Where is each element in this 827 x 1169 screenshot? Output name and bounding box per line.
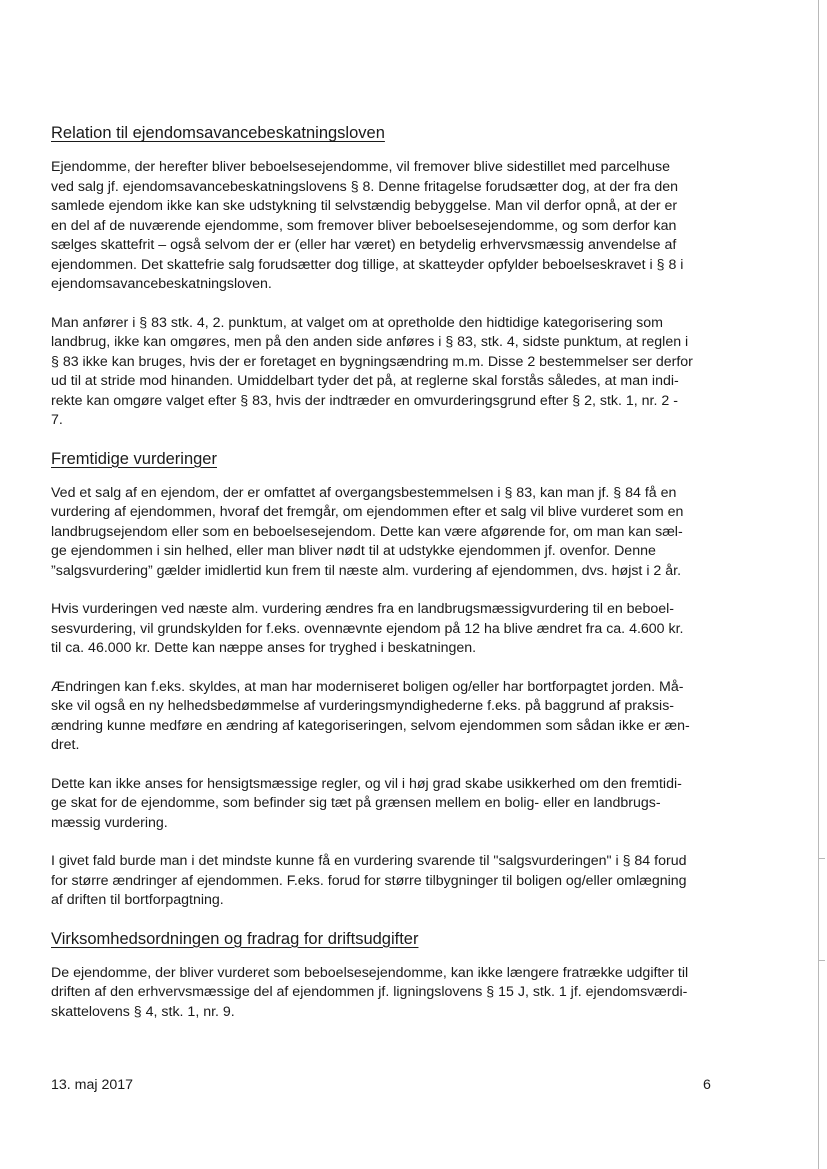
paragraph	[51, 600, 741, 659]
text-line: ”salgsvurdering” gælder imidlertid kun frem til næste alm. vurdering af ejendommen, dvs. højst i 2 år.	[51, 562, 682, 579]
text-line: I givet fald burde man i det mindste kunne få en vurdering svarende til "salgsvurderingen" i § 84 forud	[51, 853, 687, 869]
text-line: De ejendomme, der bliver vurderet som beboelsesejendomme, kan ikke længere fratrække udgifter til	[51, 964, 689, 981]
text-line: ved salg jf. ejendomsavancebeskatningslovens § 8. Denne fritagelse forudsætter dog, at der fra den	[51, 178, 678, 195]
text-line: Hvis vurderingen ved næste alm. vurdering ændres fra en landbrugsmæssigvurdering til en beboel-	[51, 601, 674, 617]
text-line: driften af den erhvervsmæssige del af ejendommen jf. ligningslovens § 15 J, stk. 1 jf. ejendomsværdi-	[51, 984, 688, 1000]
text-line: for større ændringer af ejendommen. F.eks. forud for større tilbygninger til boligen og/eller omlægning	[51, 872, 687, 889]
text-line: ske vil også en ny helhedsbedømmelse af vurderingsmyndighederne f.eks. på baggrund af praksis-	[51, 698, 675, 714]
text-line: ejendomsavancebeskatningsloven.	[51, 276, 272, 292]
text-line: Ejendomme, der herefter bliver beboelsesejendomme, vil fremover blive sidestillet med parcelhuse	[51, 159, 671, 175]
document-body	[51, 122, 741, 1022]
footer-date: 13. maj 2017	[51, 1077, 134, 1093]
text-line: § 83 ikke kan bruges, hvis der er foretaget en bygningsændring m.m. Disse 2 bestemmelser ser derfor	[51, 353, 693, 370]
text-line: en del af de nuværende ejendomme, som fremover bliver beboelsesejendomme, og som derfor kan	[51, 217, 677, 234]
text-line: Dette kan ikke anses for hensigtsmæssige regler, og vil i høj grad skabe usikkerhed om den fremtidi-	[51, 775, 682, 792]
paragraph	[51, 964, 741, 1023]
paragraph	[51, 158, 741, 295]
paragraph	[51, 678, 741, 756]
text-line: mæssig vurdering.	[51, 814, 168, 831]
text-line: landbrug, ikke kan omgøres, men på den anden side anføres i § 83, stk. 4, sidste punktum, at reglen i	[51, 334, 689, 350]
text-line: 7.	[51, 412, 63, 428]
text-line: vurdering af ejendommen, hvoraf det fremgår, om ejendommen efter et salg vil blive vurderet som en	[51, 504, 684, 520]
text-line: til ca. 46.000 kr. Dette kan næppe anses for tryghed i beskatningen.	[51, 640, 477, 656]
text-line: skattelovens § 4, stk. 1, nr. 9.	[51, 1003, 235, 1020]
text-line: rekte kan omgøre valget efter § 83, hvis der indtræder en omvurderingsgrund efter § 2, stk. 1, nr. 2 -	[51, 392, 678, 409]
scan-edge-tick	[818, 858, 825, 859]
text-line: ud til at stride mod hinanden. Umiddelbart tyder det på, at reglerne skal forstås således, at man indi-	[51, 373, 679, 389]
page-number: 6	[703, 1077, 711, 1093]
text-line: Ved et salg af en ejendom, der er omfattet af overgangsbestemmelsen i § 83, kan man jf. § 84 få en	[51, 484, 677, 501]
section-heading: Relation til ejendomsavancebeskatningsloven	[51, 124, 385, 142]
text-line: Man anfører i § 83 stk. 4, 2. punktum, at valget om at opretholde den hidtidige kategorisering som	[51, 314, 663, 331]
text-line: ge skat for de ejendomme, som befinder sig tæt på grænsen mellem en bolig- eller en landbrugs-	[51, 795, 661, 811]
text-line: Ændringen kan f.eks. skyldes, at man har moderniseret boligen og/eller har bortforpagtet jorden. Må-	[51, 678, 684, 695]
paragraph	[51, 852, 741, 911]
text-line: ejendommen. Det skattefrie salg forudsætter dog tillige, at skatteyder opfylder beboelseskravet i § 8 i	[51, 256, 684, 273]
text-line: samlede ejendom ikke kan ske udstykning til selvstændig bebyggelse. Man vil derfor opnå, at der er	[51, 198, 678, 214]
text-line: ge ejendommen i sin helhed, eller man bliver nødt til at udstykke ejendommen jf. ovenfor. Denne	[51, 543, 656, 559]
text-line: af driften til bortforpagtning.	[51, 892, 224, 908]
paragraph	[51, 775, 741, 834]
text-line: landbrugsejendom eller som en beboelsesejendom. Dette kan være afgørende for, om man kan sæl-	[51, 523, 683, 540]
text-line: dret.	[51, 737, 80, 753]
scan-edge-tick	[818, 960, 825, 961]
section-heading: Virksomhedsordningen og fradrag for driftsudgifter	[51, 929, 419, 948]
paragraph	[51, 484, 741, 582]
text-line: sesvurdering, vil grundskylden for f.eks. ovennævnte ejendom på 12 ha blive ændret fra ca. 4.600 kr.	[51, 620, 684, 637]
paragraph	[51, 314, 741, 431]
scan-edge-line	[818, 0, 819, 1169]
section-heading: Fremtidige vurderinger	[51, 449, 217, 468]
text-line: ændring kunne medføre en ændring af kategoriseringen, selvom ejendommen som sådan ikke er æn-	[51, 717, 690, 734]
text-line: sælges skattefrit – også selvom der er (eller har været) en betydelig erhvervsmæssig anvendelse af	[51, 237, 677, 253]
